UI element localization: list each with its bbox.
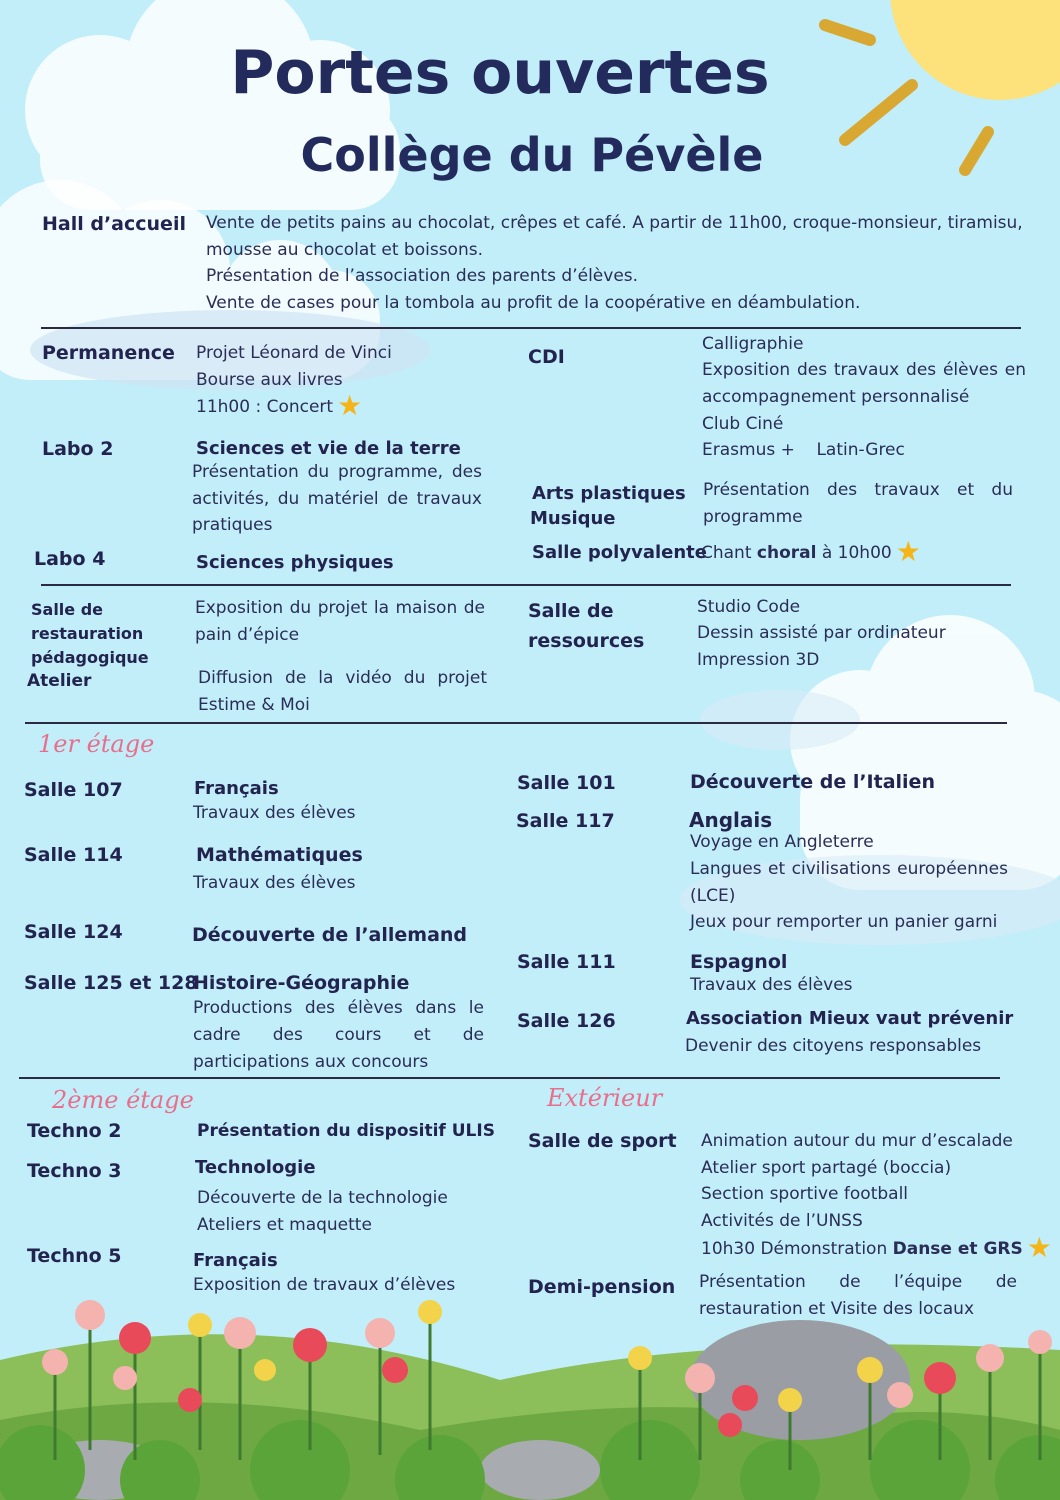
s126-title: Association Mieux vaut prévenir [686,1008,1014,1029]
outside-heading: Extérieur [547,1084,663,1112]
ressources-label-1: Salle de [528,600,614,622]
s125-label: Salle 125 et 128 [24,972,198,994]
techno3-title: Technologie [195,1157,316,1178]
hall-line-2: mousse au chocolat et boissons. [206,240,483,260]
sport-demo: 10h30 Démonstration Danse et GRS ★ [701,1231,1052,1264]
techno3-item-2: Ateliers et maquette [197,1215,372,1235]
sport-item-2: Atelier sport partagé (boccia) [701,1158,952,1178]
techno3-item-1: Découverte de la technologie [197,1188,448,1208]
s125-text: Productions des élèves dans le cadre des cours et de participations aux concours [193,998,484,1072]
s114-title: Mathématiques [196,844,363,866]
s101-title: Découverte de l’Italien [690,771,935,793]
s107-text: Travaux des élèves [193,803,356,823]
cdi-item-4: Erasmus + Latin-Grec [702,440,905,460]
s124-title: Découverte de l’allemand [192,924,468,946]
arts-label-1: Arts plastiques [532,483,686,504]
divider [41,327,1021,329]
s101-label: Salle 101 [517,772,616,794]
s111-title: Espagnol [690,951,788,973]
divider [41,584,1011,586]
restauration-text-2: Diffusion de la vidéo du projet Estime & Moi [198,668,487,715]
ressources-item-1: Studio Code [697,597,801,617]
s124-label: Salle 124 [24,921,123,943]
hall-line-3: Présentation de l’association des parents d’élèves. [206,266,639,286]
atelier-label: Atelier [27,671,92,691]
s111-text: Travaux des élèves [690,975,853,995]
divider [19,1077,1000,1079]
s107-title: Français [194,778,279,799]
s117-item-1: Voyage en Angleterre [690,832,874,852]
divider [25,722,1007,724]
s117-title: Anglais [689,808,773,832]
labo2-label: Labo 2 [42,438,114,460]
s111-label: Salle 111 [517,951,616,973]
cdi-item-3: Club Ciné [702,414,784,434]
hall-label: Hall d’accueil [42,213,186,235]
arts-text: Présentation des travaux et du programme [703,480,1013,527]
page-subtitle: Collège du Pévèle [300,128,764,182]
techno5-title: Français [193,1250,278,1271]
s126-text: Devenir des citoyens responsables [685,1036,982,1056]
s117-item-2: Langues et civilisations européennes (LCE) [690,859,1008,906]
ressources-item-2: Dessin assisté par ordinateur [697,623,946,643]
s125-title: Histoire-Géographie [193,972,410,994]
polyvalente-text: Chant choral à 10h00 ★ [701,535,921,568]
labo2-text: Présentation du programme, des activités, du matériel de travaux pratiques [192,462,482,535]
demipension-text: Présentation de l’équipe de restauration et Visite des locaux [699,1272,1017,1319]
s114-text: Travaux des élèves [193,873,356,893]
sport-label: Salle de sport [528,1130,677,1152]
sport-item-3: Section sportive football [701,1184,909,1204]
labo4-label: Labo 4 [34,548,106,570]
s117-item-3: Jeux pour remporter un panier garni [690,912,998,932]
s126-label: Salle 126 [517,1010,616,1032]
star-icon: ★ [1026,1231,1052,1264]
s114-label: Salle 114 [24,844,123,866]
arts-label-2: Musique [530,508,616,529]
cdi-item-2: Exposition des travaux des élèves en accompagnement personnalisé [702,360,1026,407]
permanence-item-1: Projet Léonard de Vinci [196,343,392,363]
permanence-item-3: 11h00 : Concert ★ [196,389,363,422]
permanence-item-2: Bourse aux livres [196,370,343,390]
page-title: Portes ouvertes [230,38,770,108]
floor2-heading: 2ème étage [52,1086,194,1114]
techno2-label: Techno 2 [27,1120,122,1142]
polyvalente-label: Salle polyvalente [532,542,707,563]
s107-label: Salle 107 [24,779,123,801]
ressources-label-2: ressources [528,630,645,652]
hall-line-4: Vente de cases pour la tombola au profit de la coopérative en déambulation. [206,293,861,313]
labo4-title: Sciences physiques [196,552,394,573]
star-icon: ★ [337,389,363,422]
star-icon: ★ [895,535,921,568]
permanence-label: Permanence [42,342,175,364]
labo2-title: Sciences et vie de la terre [196,438,461,459]
s117-label: Salle 117 [516,810,615,832]
techno5-label: Techno 5 [27,1245,122,1267]
ressources-item-3: Impression 3D [697,650,820,670]
cdi-item-1: Calligraphie [702,334,804,354]
cdi-label: CDI [528,346,565,368]
techno3-label: Techno 3 [27,1160,122,1182]
sport-item-1: Animation autour du mur d’escalade [701,1131,1013,1151]
restauration-text-1: Exposition du projet la maison de pain d’épice [195,598,485,645]
techno2-title: Présentation du dispositif ULIS [197,1121,495,1141]
hall-line-1: Vente de petits pains au chocolat, crêpes et café. A partir de 11h00, croque-monsieur, tiramisu, [206,213,1023,233]
restauration-label: Salle de restauration pédagogique [31,600,149,667]
sport-item-4: Activités de l’UNSS [701,1211,863,1231]
techno5-text: Exposition de travaux d’élèves [193,1275,456,1295]
demipension-label: Demi-pension [528,1276,676,1298]
floor1-heading: 1er étage [38,730,155,758]
